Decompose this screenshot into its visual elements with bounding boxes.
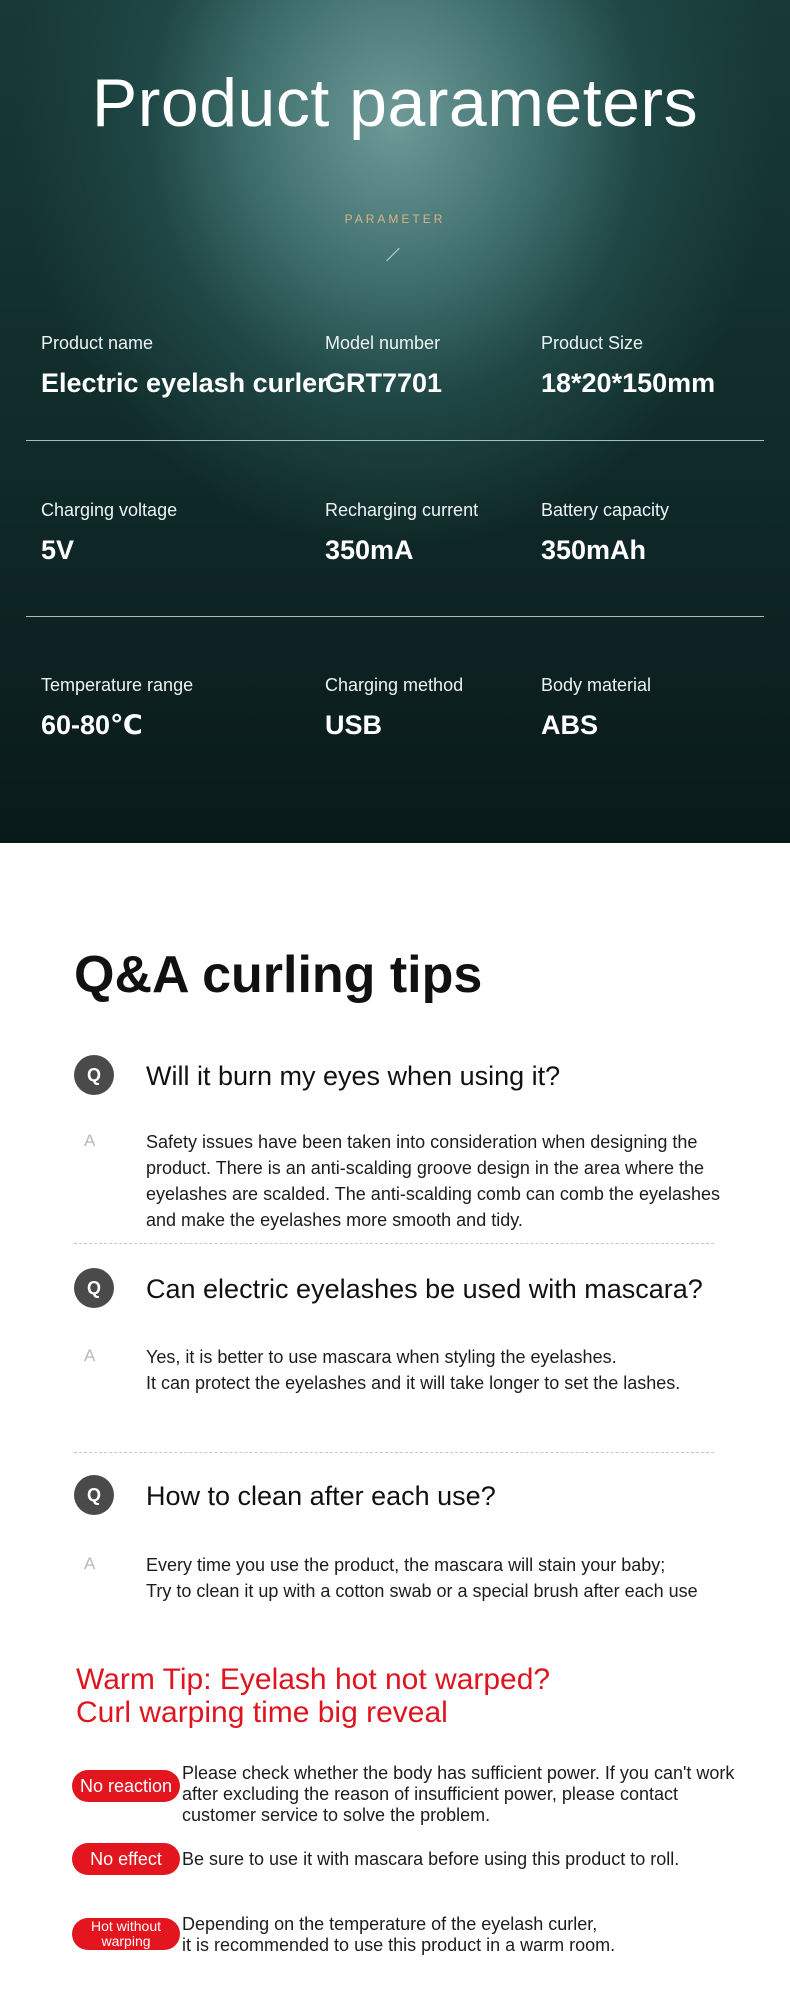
param-label: Model number [325,333,441,353]
question-badge-icon: Q [74,1268,114,1308]
param-value: ABS [541,710,599,740]
param-label: Body material [541,675,652,695]
param-value: 5V [41,535,75,565]
param-label: Product Size [541,333,644,353]
question-1 [74,1055,754,1095]
param-charging-method [325,675,463,741]
parameter-row-1 [0,333,790,443]
param-label: Temperature range [41,675,194,695]
answer-badge-icon: A [84,1554,96,1573]
tip-no-effect [72,1843,752,1879]
param-value: 18*20*150mm [541,368,716,398]
param-value: Electric eyelash curler [41,368,328,398]
param-label: Charging method [325,675,464,695]
answer-text: Yes, it is better to use mascara when styling the eyelashes. It can protect the eyelashes and it will take longer to set the lashes. [146,1347,681,1393]
param-model-number [325,333,442,399]
param-value: GRT7701 [325,368,443,398]
qa-title: Q&A curling tips [74,946,483,1004]
param-product-name [41,333,328,399]
dashed-divider [74,1452,714,1453]
answer-badge-icon: A [84,1131,96,1150]
tip-text: Depending on the temperature of the eyelash curler, it is recommended to use this product in a warm room. [182,1914,616,1955]
question-3 [74,1475,754,1515]
parameters-subtitle: PARAMETER [344,212,446,226]
param-value: 60-80℃ [41,710,143,740]
answer-3 [74,1552,744,1608]
row-divider [26,616,764,617]
answer-text: Every time you use the product, the mascara will stain your baby; Try to clean it up with a cotton swab or a special brush after each use [146,1555,698,1601]
param-recharging-current [325,500,478,566]
answer-2 [74,1344,744,1400]
tip-hot-without-warping [72,1914,752,1960]
dashed-divider [74,1243,714,1244]
param-body-material [541,675,651,741]
param-value: USB [325,710,383,740]
tip-badge-line-1: Hot without [90,1918,162,1934]
tip-no-reaction [72,1763,752,1829]
tip-badge [72,1918,180,1950]
param-temperature-range [41,675,193,741]
parameter-row-2 [0,500,790,610]
tip-text: Please check whether the body has sufficient power. If you can't work after excluding the reason of insufficient power, please contact customer service to solve the problem. [182,1763,735,1825]
param-label: Product name [41,333,154,353]
question-badge-icon: Q [74,1475,114,1515]
tip-text: Be sure to use it with mascara before using this product to roll. [182,1849,680,1869]
answer-1 [74,1129,744,1239]
question-text: Will it burn my eyes when using it? [146,1061,561,1091]
question-badge-icon: Q [74,1055,114,1095]
row-divider [26,440,764,441]
question-text: Can electric eyelashes be used with mascara? [146,1274,703,1304]
parameter-row-3 [0,675,790,785]
warm-tip-title [76,1663,550,1729]
answer-badge-icon: A [84,1346,96,1365]
param-battery-capacity [541,500,669,566]
param-value: 350mA [325,535,414,565]
param-product-size [541,333,715,399]
param-charging-voltage [41,500,177,566]
parameters-title: Product parameters [91,65,699,141]
param-label: Charging voltage [41,500,178,520]
tip-badge: No effect [72,1843,180,1875]
tip-badge-line-2: warping [101,1933,151,1949]
warm-tip-title-line-2: Curl warping time big reveal [76,1696,448,1729]
tip-badge: No reaction [72,1770,180,1802]
slash-divider-icon [386,248,399,261]
product-parameters-panel [0,0,790,843]
param-label: Battery capacity [541,500,670,520]
param-label: Recharging current [325,500,479,520]
warm-tip-title-line-1: Warm Tip: Eyelash hot not warped? [76,1663,551,1696]
question-2 [74,1268,754,1308]
answer-text: Safety issues have been taken into consideration when designing the product. There is an anti-scalding groove design in the area where the eyelashes are scalded. The anti-scalding comb can comb the eyelashes and make the eyelashes more smooth and tidy. [146,1132,720,1230]
question-text: How to clean after each use? [146,1481,496,1511]
param-value: 350mAh [541,535,647,565]
